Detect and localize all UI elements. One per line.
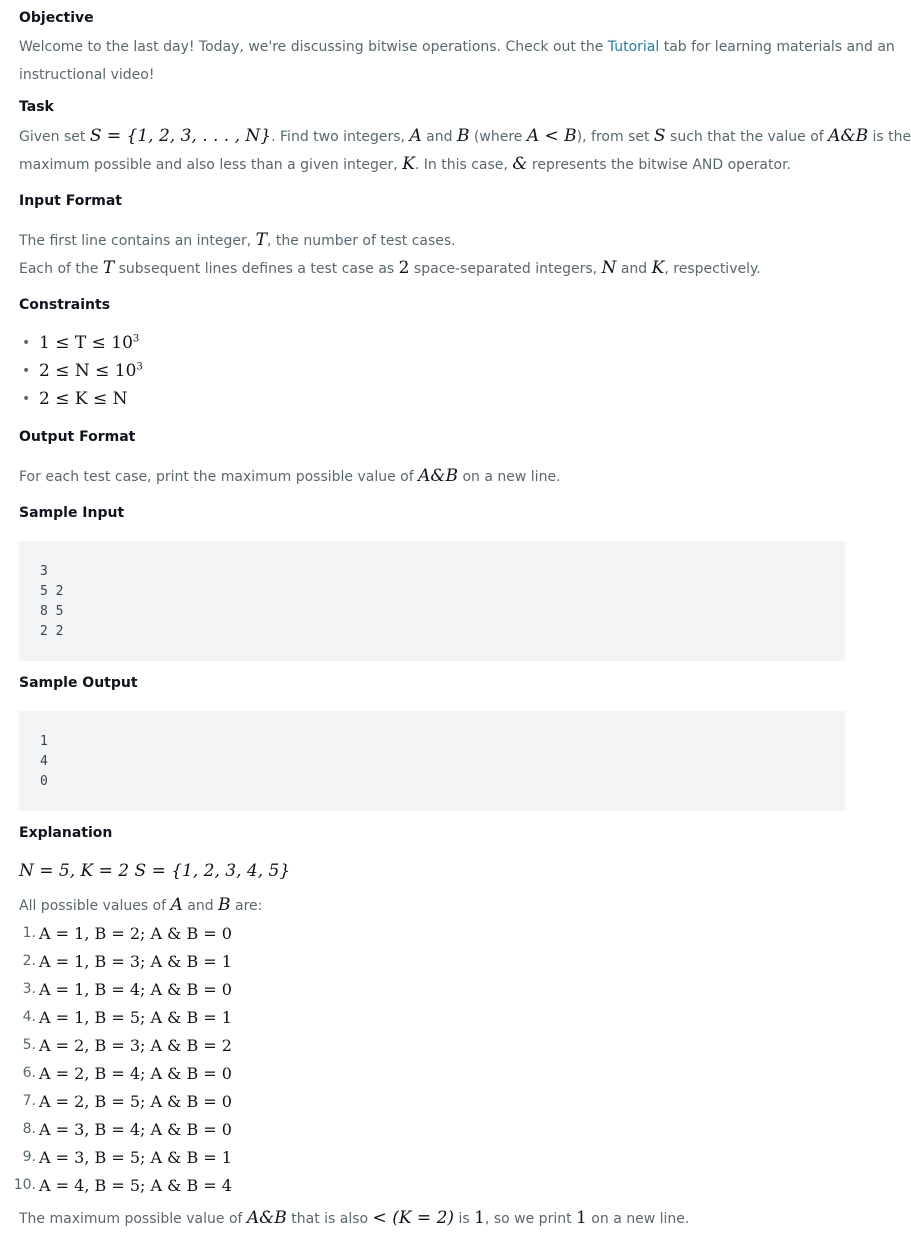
- bullet: •: [22, 391, 31, 407]
- math-expression: S: [653, 126, 666, 146]
- output-format-heading: Output Format: [19, 429, 136, 445]
- math-expression: A&B: [246, 1208, 287, 1228]
- sample-input-code-block[interactable]: [19, 541, 845, 661]
- list-number: 4.: [22, 1009, 36, 1025]
- constraint-item: [39, 389, 128, 409]
- constraint-item: [39, 333, 139, 353]
- output-format-line: [19, 462, 561, 491]
- text-run: (where: [469, 129, 527, 145]
- code-line: 5 2: [40, 584, 64, 599]
- list-number: 6.: [22, 1065, 36, 1081]
- text-run: on a new line.: [458, 469, 561, 485]
- list-number: 5.: [22, 1037, 36, 1053]
- objective-line-1: [19, 33, 895, 61]
- math-expression: B: [218, 895, 231, 915]
- text-run: Each of the: [19, 261, 103, 277]
- list-item: A = 3, B = 4; A & B = 0: [39, 1120, 232, 1139]
- text-run: are:: [230, 898, 263, 914]
- text-run: is the: [868, 129, 911, 145]
- constraint-item: [39, 361, 143, 381]
- text-run: is: [454, 1211, 475, 1227]
- code-line: 1: [40, 734, 48, 749]
- constraint-text: 2 ≤ K ≤ N: [39, 389, 128, 409]
- text-run: , so we print: [484, 1211, 577, 1227]
- constraint-text: 1 ≤ T ≤ 10: [39, 333, 133, 353]
- list-number: 9.: [22, 1149, 36, 1165]
- objective-heading: Objective: [19, 10, 94, 26]
- text-run: , the number of test cases.: [267, 233, 456, 249]
- math-expression: K: [651, 258, 665, 278]
- math-expression: < (K = 2): [372, 1208, 455, 1228]
- math-expression: T: [102, 258, 115, 278]
- task-line-1: [19, 122, 911, 151]
- text-run: and: [616, 261, 652, 277]
- text-run: represents the bitwise AND operator.: [527, 157, 791, 173]
- sample-output-heading: Sample Output: [19, 675, 138, 691]
- text-run: subsequent lines defines a test case as: [114, 261, 399, 277]
- math-expression: A&B: [828, 126, 869, 146]
- sample-output-code-block[interactable]: [19, 711, 845, 811]
- math-expression: A < B: [526, 126, 577, 146]
- input-format-line-1: [19, 226, 456, 255]
- math-expression: &: [512, 154, 528, 174]
- text-run: The maximum possible value of: [19, 1211, 247, 1227]
- code-line: 0: [40, 774, 48, 789]
- bullet: •: [22, 335, 31, 351]
- explanation-heading: Explanation: [19, 825, 113, 841]
- constraint-text: 2 ≤ N ≤ 10: [39, 361, 137, 381]
- text-run: Given set: [19, 129, 90, 145]
- text-run: ), from set: [576, 129, 654, 145]
- bullet: •: [22, 363, 31, 379]
- list-number: 3.: [22, 981, 36, 997]
- code-line: 4: [40, 754, 48, 769]
- text-run: and: [182, 898, 219, 914]
- text-run: The first line contains an integer,: [19, 233, 256, 249]
- list-item: A = 2, B = 3; A & B = 2: [39, 1036, 232, 1055]
- text-run: All possible values of: [19, 898, 171, 914]
- code-line: 8 5: [40, 604, 64, 619]
- list-item: A = 1, B = 2; A & B = 0: [39, 924, 232, 943]
- math-expression: A: [409, 126, 422, 146]
- constraint-exponent: 3: [136, 361, 143, 373]
- text-run: maximum possible and also less than a given integer,: [19, 157, 403, 173]
- input-format-heading: Input Format: [19, 193, 122, 209]
- math-expression: B: [456, 126, 470, 146]
- math-expression: K: [402, 154, 415, 174]
- list-number: 10.: [13, 1177, 36, 1193]
- input-format-line-2: [19, 254, 761, 283]
- code-line: 2 2: [40, 624, 64, 639]
- list-number: 1.: [22, 925, 36, 941]
- task-line-2: [19, 150, 791, 179]
- math-expression: S = {1, 2, 3, . . . , N}: [89, 126, 272, 146]
- math-expression: A&B: [418, 466, 459, 486]
- list-number: 7.: [22, 1093, 36, 1109]
- math-expression: N: [601, 258, 617, 278]
- math-expression: A: [170, 895, 183, 915]
- explanation-values: N = 5, K = 2 S = {1, 2, 3, 4, 5}: [19, 861, 291, 881]
- tutorial-link[interactable]: Tutorial: [607, 39, 660, 55]
- list-number: 8.: [22, 1121, 36, 1137]
- text-run: such that the value of: [665, 129, 829, 145]
- explanation-line: [19, 891, 262, 920]
- text-run: space-separated integers,: [409, 261, 602, 277]
- text-run: For each test case, print the maximum possible value of: [19, 469, 419, 485]
- list-item: A = 1, B = 5; A & B = 1: [39, 1008, 232, 1027]
- text-run: . Find two integers,: [271, 129, 410, 145]
- explanation-conclusion: [19, 1204, 689, 1233]
- constraint-exponent: 3: [132, 333, 140, 345]
- text-run: , respectively.: [664, 261, 761, 277]
- math-number: 1: [576, 1208, 587, 1228]
- list-number: 2.: [22, 953, 36, 969]
- list-item: A = 2, B = 5; A & B = 0: [39, 1092, 232, 1111]
- list-item: A = 1, B = 3; A & B = 1: [39, 952, 232, 971]
- list-item: A = 4, B = 5; A & B = 4: [39, 1176, 232, 1195]
- math-expression: T: [255, 230, 267, 250]
- sample-input-heading: Sample Input: [19, 505, 125, 521]
- text-run: that is also: [286, 1211, 373, 1227]
- list-item: A = 2, B = 4; A & B = 0: [39, 1064, 232, 1083]
- task-heading: Task: [19, 99, 54, 115]
- text-run: . In this case,: [414, 157, 513, 173]
- code-line: 3: [40, 564, 48, 579]
- text-run: on a new line.: [586, 1211, 690, 1227]
- math-number: 2: [398, 258, 410, 278]
- list-item: A = 1, B = 4; A & B = 0: [39, 980, 232, 999]
- objective-text-tail: tab for learning materials and an: [659, 39, 895, 55]
- constraints-heading: Constraints: [19, 297, 111, 313]
- math-number: 1: [474, 1208, 485, 1228]
- text-run: and: [421, 129, 457, 145]
- list-item: A = 3, B = 5; A & B = 1: [39, 1148, 232, 1167]
- objective-text: Welcome to the last day! Today, we're discussing bitwise operations. Check out the: [19, 39, 608, 55]
- objective-line-2: instructional video!: [19, 67, 155, 83]
